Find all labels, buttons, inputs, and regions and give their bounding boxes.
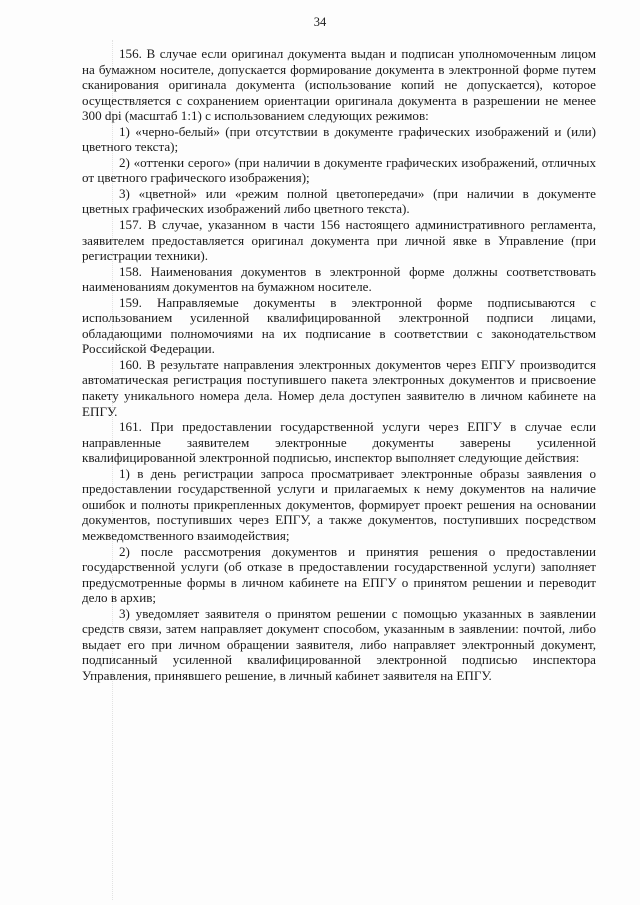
list-item-action-1: 1) в день регистрации запроса просматривает электронные образы заявления о предоставлении государственной услуги и прилагаемых к нему документов на наличие ошибок и полноты прикрепленных документов, формирует проект решения на основании документов, поступивших через ЕПГУ, а также документов, поступивших посредством межведомственного взаимодействия; xyxy=(82,465,596,543)
list-item-mode-color: 3) «цветной» или «режим полной цветопередачи» (при наличии в документе цветных графических изображений либо цветного текста). xyxy=(82,185,596,217)
paragraph-160: 160. В результате направления электронных документов через ЕПГУ производится автоматическая регистрация поступившего пакета электронных документов и присвоение пакету уникального номера дела. Номер дела доступен заявителю в личном кабинете на ЕПГУ. xyxy=(82,356,596,419)
list-item-action-2: 2) после рассмотрения документов и принятия решения о предоставлении государственной услуги (об отказе в предоставлении государственной услуги) заполняет предусмотренные формы в личном кабинете на ЕПГУ о принятом решении и переводит дело в архив; xyxy=(82,543,596,606)
paragraph-161: 161. При предоставлении государственной услуги через ЕПГУ в случае если направленные заявителем электронные документы заверены усиленной квалифицированной электронной подписью, инспектор выполняет следующие действия: xyxy=(82,419,596,466)
document-body xyxy=(82,46,596,683)
list-item-mode-gray: 2) «оттенки серого» (при наличии в документе графических изображений, отличных от цветного графического изображения); xyxy=(82,154,596,186)
paragraph-159: 159. Направляемые документы в электронной форме подписываются с использованием усиленной квалифицированной электронной подписи лицами, обладающими полномочиями на их подписание в соответствии с законодательством Российской Федерации. xyxy=(82,294,596,357)
list-item-mode-bw: 1) «черно-белый» (при отсутствии в документе графических изображений и (или) цветного текста); xyxy=(82,123,596,155)
list-item-action-3: 3) уведомляет заявителя о принятом решении с помощью указанных в заявлении средств связи, затем направляет документ способом, указанным в заявлении: почтой, либо выдает его при личном обращении заявителя, либо направляет электронный документ, подписанный усиленной квалифицированной электронной подписью инспектора Управления, принявшего решение, в личный кабинет заявителя на ЕПГУ. xyxy=(82,605,596,683)
page-number: 34 xyxy=(313,15,327,29)
paragraph-156: 156. В случае если оригинал документа выдан и подписан уполномоченным лицом на бумажном носителе, допускается формирование документа в электронной форме путем сканирования оригинала документа (использование копий не допускается), которое осуществляется с сохранением ориентации оригинала документа в разрешении не менее 300 dpi (масштаб 1:1) с использованием следующих режимов: xyxy=(82,46,596,124)
paragraph-157: 157. В случае, указанном в части 156 настоящего административного регламента, заявителем предоставляется оригинал документа при личной явке в Управление (при регистрации техники). xyxy=(82,217,596,264)
paragraph-158: 158. Наименования документов в электронной форме должны соответствовать наименованиям документов на бумажном носителе. xyxy=(82,263,596,295)
